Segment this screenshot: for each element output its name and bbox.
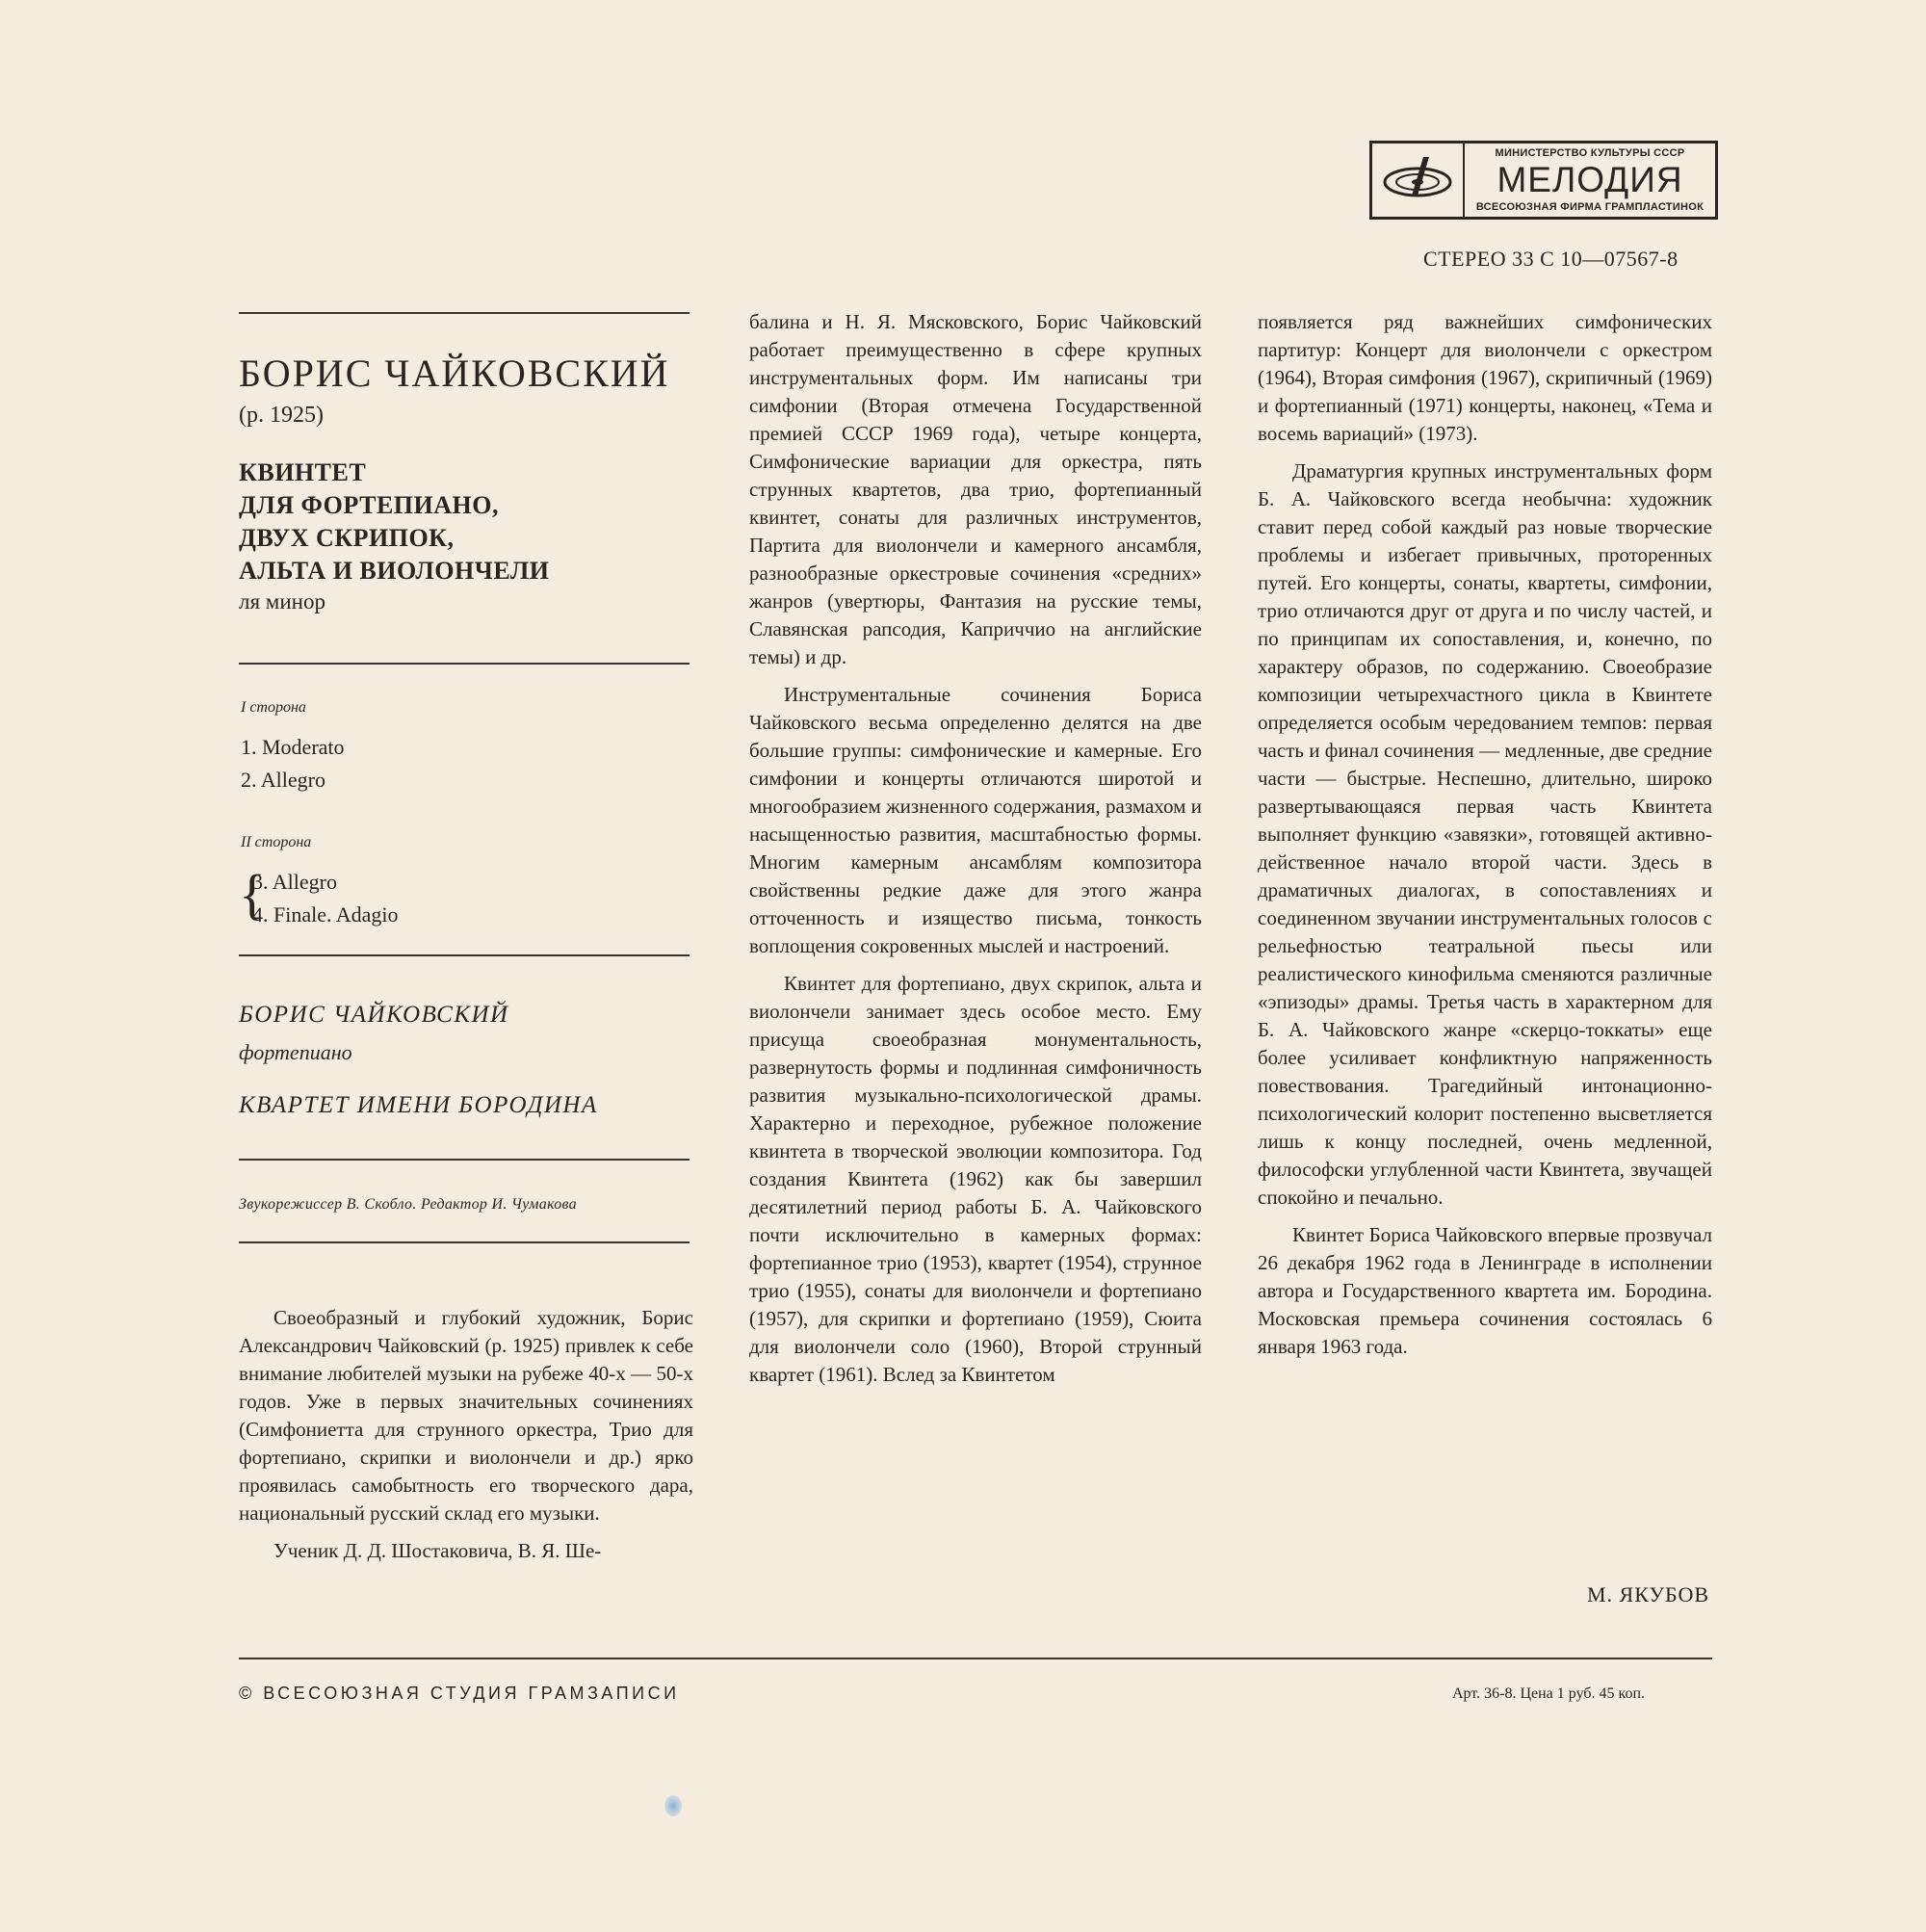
liner-paragraph: балина и Н. Я. Мясковского, Борис Чайковский работает преимущественно в сфере крупных инструментальных форм. Им написаны три симфонии (Вторая отмечена Государственной премией СССР 1969 года), четыре концерта, Симфонические вариации для оркестра, пять струнных квартетов, два трио, фортепианный квинтет, сонаты для различных инструментов, Партита для виолончели и камерного ансамбля, разнообразные оркестровые сочинения «средних» жанров (увертюры, Фантазия на русские темы, Славянская рапсодия, Каприччио на английские темы) и др. [749,310,1202,668]
performer-pianist: БОРИС ЧАЙКОВСКИЙ [239,1002,509,1028]
author-signature: М. ЯКУБОВ [1587,1582,1710,1606]
melodiya-logo [1369,141,1718,220]
liner-paragraph: Квинтет для фортепиано, двух скрипок, альта и виолончели занимает здесь особое место. Ему присуща своеобразная монументальность, развернутость формы и подлинная симфоничность развития музыкально-психологической драмы. Характерно и переходное, рубежное положение квинтета в творческой эволюции композитора. Год создания Квинтета (1962) как бы завершил десятилетний период работы Б. А. Чайковского почти исключительно в камерных формах: фортепианное трио (1953), квартет (1954), струнное трио (1955), сонаты для виолончели и фортепиано (1957), для скрипки и фортепиано (1959), Сюита для виолончели соло (1960), Второй струнный квартет (1961). Вслед за Квинтетом [749,972,1202,1386]
catalog-number: СТЕРЕО 33 С 10—07567-8 [1423,247,1679,271]
divider-credits [239,1159,690,1161]
divider-top [239,312,690,314]
melodiya-emblem-icon [1372,144,1465,217]
divider-tracklist [239,663,690,665]
liner-notes-column-3 [1258,308,1712,1371]
divider-footer [239,1658,1712,1659]
work-title-line: КВИНТЕТ [239,458,367,486]
price-info: Арт. 36-8. Цена 1 руб. 45 коп. [1452,1685,1646,1702]
track-4: 4. Finale. Adagio [252,902,399,927]
work-title [239,457,549,587]
side-2-label: II сторона [241,834,312,850]
work-title-line: АЛЬТА И ВИОЛОНЧЕЛИ [239,557,550,585]
liner-paragraph: Своеобразный и глубокий художник, Борис Александрович Чайковский (р. 1925) привлек к себе внимание любителей музыки на рубеже 40-х — 50-х годов. Уже в первых значительных сочинениях (Симфониетта для струнного оркестра, Трио для фортепиано, скрипки и виолончели и др.) ярко проявилась самобытность его творческого дара, национальный русский склад его музыки. [239,1306,693,1525]
work-title-line: ДВУХ СКРИПОК, [239,524,455,552]
work-title-line: ДЛЯ ФОРТЕПИАНО, [239,491,499,519]
logo-company-text: ВСЕСОЮЗНАЯ ФИРМА ГРАМПЛАСТИНОК [1475,201,1705,213]
track-1: 1. Moderato [241,735,345,759]
composer-name: БОРИС ЧАЙКОВСКИЙ [239,352,670,395]
work-key: ля минор [239,589,325,614]
liner-paragraph: Инструментальные сочинения Бориса Чайковского весьма определенно делятся на две большие группы: симфонические и камерные. Его симфонии и концерты отличаются широтой и многообразием жизненного содержания, размахом и насыщенностью развития, масштабностью формы. Многим камерным ансамблям композитора свойственны редкие даже для этого жанра отточенность и изящество письма, тонкость воплощения сокровенных мыслей и настроений. [749,683,1202,957]
performer-quartet: КВАРТЕТ ИМЕНИ БОРОДИНА [239,1092,598,1118]
production-credits: Звукорежиссер В. Скобло. Редактор И. Чумакова [239,1196,577,1213]
performer-instrument: фортепиано [239,1040,352,1064]
track-3: 3. Allegro [252,870,337,894]
liner-paragraph: Ученик Д. Д. Шостаковича, В. Я. Ше- [273,1539,602,1562]
liner-paragraph: появляется ряд важнейших симфонических партитур: Концерт для виолончели с оркестром (1964), Вторая симфония (1967), скрипичный (1969) и фортепианный (1971) концерты, наконец, «Тема и восемь вариаций» (1973). [1258,310,1712,445]
liner-notes-column-1 [239,1304,693,1575]
liner-paragraph: Квинтет Бориса Чайковского впервые прозвучал 26 декабря 1962 года в Ленинграде в исполнении автора и Государственного квартета им. Бородина. Московская премьера сочинения состоялась 6 января 1963 года. [1258,1223,1712,1358]
divider-performers [239,954,690,956]
paper-stain [664,1795,682,1816]
liner-paragraph: Драматургия крупных инструментальных форм Б. А. Чайковского всегда необычна: художник ставит перед собой каждый раз новые творческие проблемы и избегает привычных, проторенных путей. Его концерты, сонаты, квартеты, симфонии, трио отличаются друг от друга и по числу частей, и по принципам их сопоставления, и, конечно, по характеру образов, по содержанию. Своеобразие композиции четырехчастного цикла в Квинтете определяется особым чередованием темпов: первая часть и финал сочинения — медленные, две средние части — быстрые. Неспешно, длительно, широко развертывающаяся первая часть Квинтета выполняет функцию «завязки», готовящей активно-действенное начало второй части. Здесь в драматичных диалогах, в сопоставлениях и соединенном звучании инструментальных голосов с рельефностью театральной пьесы или реалистического кинофильма сменяются различные «эпизоды» драмы. Третья часть в характерном для Б. А. Чайковского жанре «скерцо-токкаты» еще более усиливает конфликтную напряженность повествования. Трагедийный интонационно-психологический колорит постепенно высветляется лишь к концу последней, очень медленной, философски углубленной части Квинтета, звучащей спокойно и печально. [1258,459,1712,1209]
side-1-label: I сторона [241,699,306,716]
liner-notes-column-2 [749,308,1202,1398]
copyright-notice: © ВСЕСОЮЗНАЯ СТУДИЯ ГРАМЗАПИСИ [239,1684,680,1703]
logo-brand-name: МЕЛОДИЯ [1497,160,1683,199]
logo-ministry-text: МИНИСТЕРСТВО КУЛЬТУРЫ СССР [1495,147,1685,159]
divider-notes [239,1241,690,1243]
track-2: 2. Allegro [241,768,325,792]
composer-years: (р. 1925) [239,403,324,428]
tracks-brace: { [239,863,266,926]
